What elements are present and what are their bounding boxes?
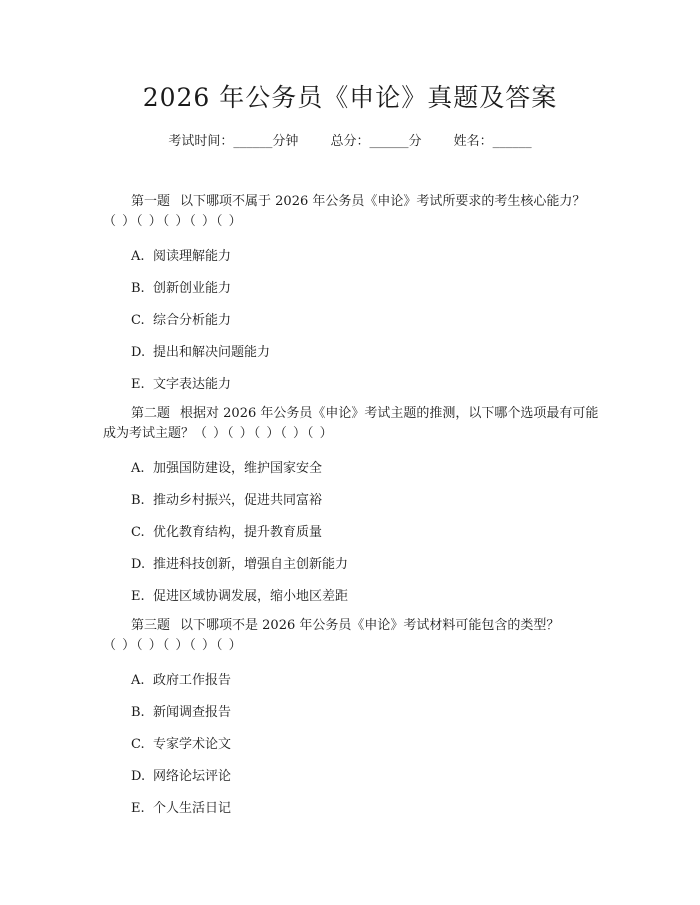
option-letter: B.: [131, 493, 145, 508]
question-text: 以下哪项不是 2026 年公务员《申论》考试材料可能包含的类型？: [180, 618, 560, 633]
option-letter: D.: [131, 769, 146, 784]
option-text: 推进科技创新，增强自主创新能力: [153, 557, 349, 572]
option-letter: A.: [131, 249, 145, 264]
option-1b: [131, 277, 231, 296]
option-letter: E.: [131, 377, 145, 392]
answer-blanks: （ ）（ ）（ ）（ ）（ ）: [103, 638, 243, 653]
option-2c: [131, 521, 322, 540]
question-number: 第二题: [131, 406, 171, 421]
option-text: 提出和解决问题能力: [153, 345, 271, 360]
option-letter: B.: [131, 705, 145, 720]
page-title: 2026 年公务员《申论》真题及答案: [142, 83, 558, 112]
question-text: 以下哪项不属于 2026 年公务员《申论》考试所要求的考生核心能力？: [180, 194, 586, 209]
question-1: [103, 192, 603, 232]
option-text: 政府工作报告: [153, 673, 232, 688]
option-3a: [131, 669, 231, 688]
option-1a: [131, 245, 231, 264]
option-text: 文字表达能力: [153, 377, 232, 392]
option-letter: D.: [131, 557, 146, 572]
option-letter: A.: [131, 461, 145, 476]
question-2: [103, 404, 603, 444]
option-2d: [131, 553, 348, 572]
option-3b: [131, 701, 231, 720]
option-2b: [131, 489, 322, 508]
option-3d: [131, 765, 231, 784]
option-text: 综合分析能力: [153, 313, 232, 328]
option-text: 推动乡村振兴，促进共同富裕: [153, 493, 323, 508]
question-3: [103, 616, 603, 656]
option-2a: [131, 457, 322, 476]
option-letter: C.: [131, 737, 145, 752]
option-text: 网络论坛评论: [153, 769, 232, 784]
option-letter: E.: [131, 589, 145, 604]
exam-time-field: 考试时间：______分钟: [168, 134, 299, 149]
exam-meta: [0, 130, 700, 149]
name-field: 姓名：______: [453, 134, 532, 149]
option-1d: [131, 341, 270, 360]
option-letter: B.: [131, 281, 145, 296]
option-text: 新闻调查报告: [153, 705, 232, 720]
option-1c: [131, 309, 231, 328]
option-text: 阅读理解能力: [153, 249, 232, 264]
total-score-field: 总分：______分: [330, 134, 422, 149]
option-text: 创新创业能力: [153, 281, 232, 296]
option-text: 优化教育结构，提升教育质量: [153, 525, 323, 540]
option-letter: C.: [131, 313, 145, 328]
option-2e: [131, 585, 348, 604]
option-1e: [131, 373, 231, 392]
option-text: 专家学术论文: [153, 737, 232, 752]
option-letter: A.: [131, 673, 145, 688]
question-number: 第三题: [131, 618, 171, 633]
question-text: 根据对 2026 年公务员《申论》考试主题的推测，以下哪个选项最有可能成为考试主题？: [103, 406, 599, 441]
option-3c: [131, 733, 231, 752]
option-3e: [131, 797, 231, 816]
option-letter: D.: [131, 345, 146, 360]
option-letter: C.: [131, 525, 145, 540]
option-text: 加强国防建设，维护国家安全: [153, 461, 323, 476]
option-letter: E.: [131, 801, 145, 816]
answer-blanks: （ ）（ ）（ ）（ ）（ ）: [103, 214, 243, 229]
option-text: 促进区域协调发展，缩小地区差距: [153, 589, 349, 604]
option-text: 个人生活日记: [153, 801, 232, 816]
question-number: 第一题: [131, 194, 171, 209]
answer-blanks: （ ）（ ）（ ）（ ）（ ）: [194, 426, 334, 441]
